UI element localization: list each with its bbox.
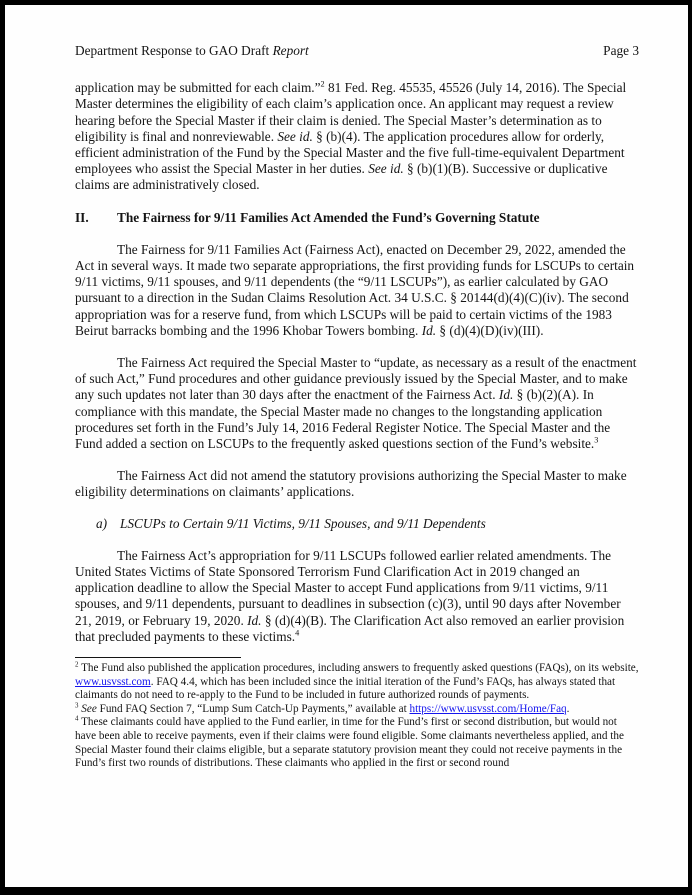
hyperlink[interactable]: www.usvsst.com bbox=[75, 675, 151, 688]
text-run: See id. bbox=[277, 128, 313, 144]
footnote-marker: 4 bbox=[295, 628, 300, 638]
document-body bbox=[75, 80, 639, 645]
header-title bbox=[75, 43, 309, 59]
text-run: Id. bbox=[247, 612, 262, 628]
text-run: Report bbox=[272, 43, 309, 58]
text-run: The Fairness Act did not amend the statutory provisions authorizing the Special Master to make eligibility determinations on claimants’ applications. bbox=[75, 468, 627, 500]
text-run: These claimants could have applied to the Fund earlier, in time for the Fund’s first or second distribution, but would not have been able to receive payments, even if their claims were found eligible. Some claimants nevertheless applied, and the Special Master found their claims eligible, but a separate statutory provision meant they could not receive payments in the Fund’s first two rounds of distributions. These claimants who applied in the first or second round bbox=[75, 716, 624, 770]
document-page bbox=[5, 5, 688, 887]
footnote-marker: 3 bbox=[594, 435, 599, 445]
paragraph-1 bbox=[75, 80, 639, 193]
text-run: The Fairness for 9/11 Families Act (Fairness Act), enacted on December 29, 2022, amended the Act in several ways. It made two separate appropriations, the first providing funds for LSCUPs to certain 9/11 victims, 9/11 spouses, and 9/11 dependents (the “9/11 LSCUPs”), as earlier calculated by GAO pursuant to a direction in the Sudan Claims Resolution Act. 34 U.S.C. § 20144(d)(4)(C)(iv). The second appropriation was for a reserve fund, from which LSCUPs will be paid to certain victims of the 1983 Beirut barracks bombing and the 1996 Khobar Towers bombing. bbox=[75, 241, 635, 338]
footnote-marker: 3 bbox=[75, 701, 79, 710]
footnote-marker: 2 bbox=[320, 79, 325, 89]
text-run: 81 Fed. Reg. 45535, 45526 (July 14, 2016). The Special Master determines the eligibility of each claim’s application once. An applicant may request a review hearing before the Special Master if their claim is denied. The Special Master’s determination as to eligibility is final and nonreviewable. bbox=[75, 80, 627, 144]
paragraph-4 bbox=[75, 468, 639, 500]
paragraph-3 bbox=[75, 355, 639, 452]
text-run: . FAQ 4.4, which has been included since the initial iteration of the Fund’s FAQs, has always stated that claimants do not need to re-apply to the Fund to be included in future authorized rounds of payments. bbox=[75, 675, 616, 702]
text-run: § (b)(1)(B). Successive or duplicative claims are administratively closed. bbox=[75, 161, 608, 193]
text-run: application may be submitted for each claim.” bbox=[75, 80, 321, 96]
text-run: Fund FAQ Section 7, “Lump Sum Catch-Up Payments,” available at bbox=[96, 702, 410, 715]
text-run: Id. bbox=[498, 387, 514, 403]
footnote-marker: 4 bbox=[75, 714, 79, 723]
text-run: § (d)(4)(D)(iv)(III). bbox=[436, 322, 544, 338]
footnote-3 bbox=[75, 703, 639, 717]
text-run: Department Response to GAO Draft bbox=[75, 43, 273, 58]
text-run: The Fairness Act required the Special Master to “update, as necessary as a result of the enactment of such Act,” Fund procedures and other guidance previously issued by the Special Master, and to make any such updates not later than 30 days after the enactment of the Fairness Act. bbox=[75, 355, 637, 403]
footnote-2 bbox=[75, 662, 639, 703]
subsection-title: LSCUPs to Certain 9/11 Victims, 9/11 Spouses, and 9/11 Dependents bbox=[120, 515, 486, 531]
text-run: § (b)(4). The application procedures allow for orderly, efficient administration of the Fund by the Special Master and the five full-time-equivalent Department employees who assist the Special Master in her duties. bbox=[75, 128, 625, 177]
section-number: II. bbox=[75, 209, 89, 225]
paragraph-5 bbox=[75, 548, 639, 645]
footnote-marker: 2 bbox=[75, 660, 79, 669]
footnotes-section bbox=[75, 662, 639, 771]
text-run: § (d)(4)(B). The Clarification Act also removed an earlier provision that precluded payments to these victims. bbox=[75, 612, 625, 644]
footnote-4 bbox=[75, 716, 639, 770]
page-header bbox=[75, 43, 639, 59]
text-run: § (b)(2)(A). In compliance with this mandate, the Special Master made no changes to the longstanding application procedures set forth in the Fund’s July 14, 2016 Federal Register Notice. The Special Master and the Fund added a section on LSCUPs to the frequently asked questions section of the Fund’s website. bbox=[75, 387, 611, 452]
section-title: The Fairness for 9/11 Families Act Amended the Fund’s Governing Statute bbox=[117, 209, 540, 225]
hyperlink[interactable]: https://www.usvsst.com/Home/Faq bbox=[409, 702, 567, 715]
text-run: The Fairness Act’s appropriation for 9/11 LSCUPs followed earlier related amendments. The United States Victims of State Sponsored Terrorism Fund Clarification Act in 2019 changed an application deadline to allow the Special Master to accept Fund applications from 9/11 victims, 9/11 spouses, and 9/11 dependents, pursuant to deadlines in subsection (c)(3), until 90 days after November 21, 2019, or February 19, 2020. bbox=[75, 547, 621, 628]
text-run: See id. bbox=[368, 161, 404, 177]
text-run: See bbox=[81, 702, 97, 715]
page-number: Page 3 bbox=[603, 43, 639, 58]
footnote-separator bbox=[75, 657, 241, 658]
subsection-heading bbox=[96, 516, 639, 532]
text-run: . bbox=[566, 702, 570, 715]
text-run: Id. bbox=[421, 322, 437, 338]
subsection-number: a) bbox=[96, 515, 108, 531]
text-run: The Fund also published the application procedures, including answers to frequently asked questions (FAQs), on its website, bbox=[78, 662, 639, 675]
section-heading bbox=[75, 210, 639, 226]
paragraph-2 bbox=[75, 242, 639, 339]
